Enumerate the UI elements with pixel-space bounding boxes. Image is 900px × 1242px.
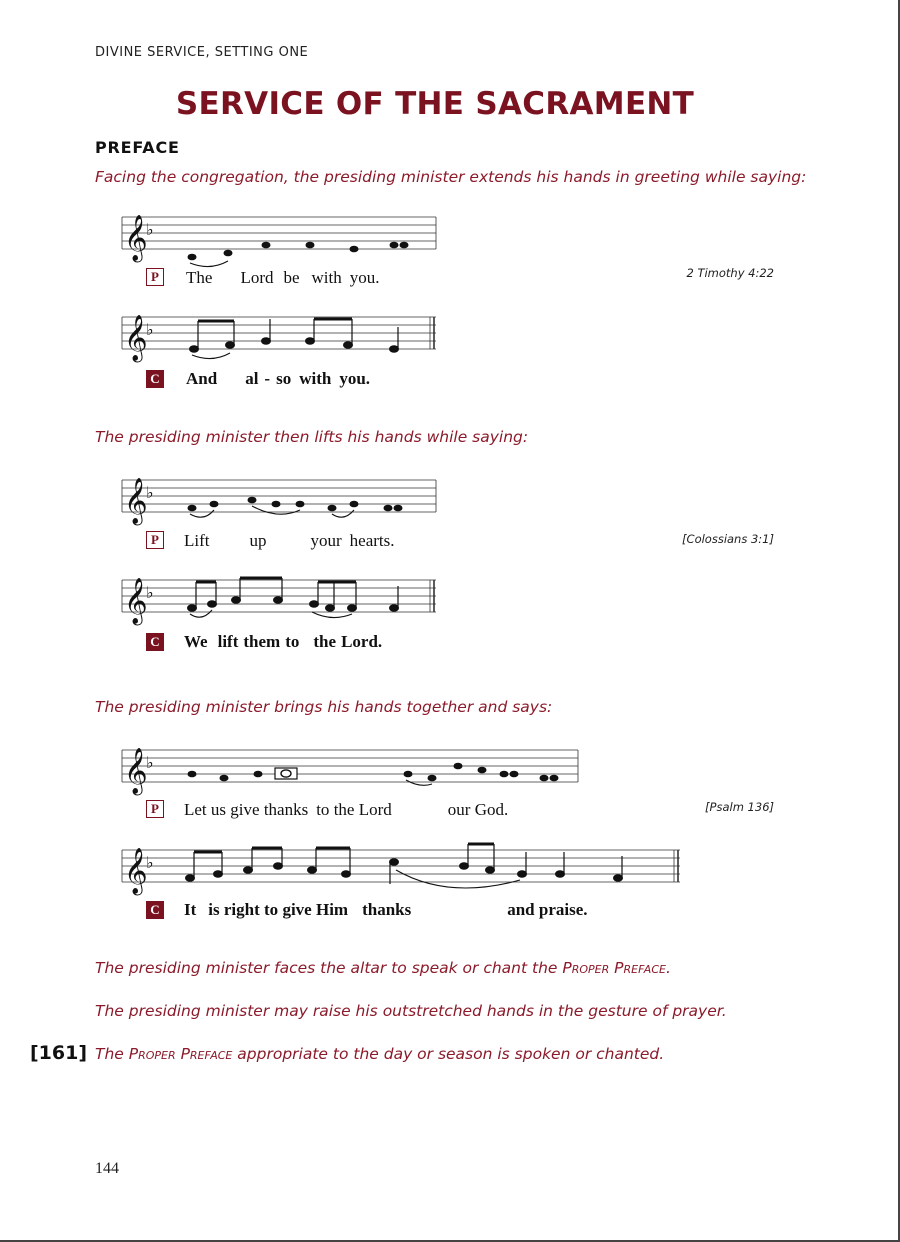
note (274, 863, 283, 870)
note (224, 250, 233, 257)
note (188, 254, 197, 261)
note (272, 501, 281, 508)
flat-icon: ♭ (146, 853, 154, 872)
lyric: Lord (240, 268, 274, 287)
lyric: And (186, 369, 218, 388)
lyrics-line-6 (184, 900, 588, 920)
note (214, 871, 223, 878)
flat-icon: ♭ (146, 483, 154, 502)
staff-2-congregation (118, 305, 448, 375)
role-badge-pastor: P (146, 268, 164, 286)
note (248, 497, 257, 504)
lyric: to (264, 900, 279, 919)
treble-clef-icon: 𝄞 (124, 478, 148, 524)
lyric: give (282, 900, 312, 919)
lyric: God. (474, 800, 509, 819)
slur (190, 261, 228, 267)
lyrics-line-4 (184, 632, 382, 652)
lyric: be (283, 268, 300, 287)
note (344, 342, 353, 349)
note (244, 867, 253, 874)
rubric-2: The presiding minister then lifts his hands while saying: (95, 428, 529, 446)
note (460, 863, 469, 870)
note (510, 771, 519, 778)
treble-clef-icon: 𝄞 (124, 315, 148, 361)
note (188, 505, 197, 512)
notes (188, 763, 559, 782)
lyric: Lord. (341, 632, 383, 651)
lyric: praise. (538, 900, 588, 919)
note (350, 501, 359, 508)
note (540, 775, 549, 782)
lyric: and (507, 900, 535, 919)
slurs (406, 780, 432, 785)
staff-lines (122, 580, 436, 612)
notes (188, 578, 399, 611)
rubric-6 (95, 1045, 664, 1063)
staff-5-pastor (118, 738, 588, 808)
slur (192, 353, 230, 359)
lyric: Him (315, 900, 349, 919)
section-heading: PREFACE (95, 138, 180, 157)
staff-lines (122, 217, 436, 249)
rubric-3: The presiding minister brings his hands together and says: (95, 698, 553, 716)
staff-4-congregation (118, 568, 448, 638)
lyric: Let (184, 800, 207, 819)
treble-clef-icon: 𝄞 (124, 215, 148, 261)
rubric-4-end: . (665, 959, 671, 977)
note (220, 775, 229, 782)
staff-lines (122, 317, 436, 349)
note (262, 338, 271, 345)
lyrics-line-1 (186, 268, 380, 288)
rubric-6-end: appropriate to the day or season is spoken or chanted. (232, 1045, 665, 1063)
note (328, 505, 337, 512)
lyric: them (243, 632, 281, 651)
lyric: It (184, 900, 197, 919)
lyric: up (249, 531, 267, 550)
note (188, 771, 197, 778)
treble-clef-icon: 𝄞 (124, 578, 148, 624)
role-badge-congregation: C (146, 633, 164, 651)
flat-icon: ♭ (146, 753, 154, 772)
note (254, 771, 263, 778)
note (404, 771, 413, 778)
proper-preface-term: Proper Preface (562, 959, 666, 977)
note (208, 601, 217, 608)
role-badge-congregation: C (146, 370, 164, 388)
role-badge-pastor: P (146, 531, 164, 549)
lyric: thanks (263, 800, 309, 819)
note (486, 867, 495, 874)
lyrics-line-2 (186, 369, 370, 389)
lyrics-line-3 (184, 531, 395, 551)
note (400, 242, 409, 249)
notes (190, 319, 399, 352)
rubric-1: Facing the congregation, the presiding minister extends his hands in greeting while saying: (95, 168, 807, 186)
lyric: with (299, 369, 332, 388)
note (518, 871, 527, 878)
note (500, 771, 509, 778)
rubric-6-text: The (95, 1045, 129, 1063)
lyric: to (316, 800, 330, 819)
note (394, 505, 403, 512)
lyric: give (230, 800, 260, 819)
note (190, 346, 199, 353)
page-title: SERVICE OF THE SACRAMENT (175, 86, 695, 122)
scripture-reference-1: 2 Timothy 4:22 (686, 266, 774, 280)
note (454, 763, 463, 770)
note (390, 242, 399, 249)
note (342, 871, 351, 878)
lyric: Lift (184, 531, 210, 550)
note (226, 342, 235, 349)
treble-clef-icon: 𝄞 (124, 848, 148, 894)
staff-lines (122, 850, 680, 882)
lyric: right (223, 900, 260, 919)
lyric: us (210, 800, 227, 819)
note (210, 501, 219, 508)
note (326, 605, 335, 612)
lyric: the (333, 800, 355, 819)
rubric-5: The presiding minister may raise his outstretched hands in the gesture of prayer. (95, 1002, 727, 1020)
rubric-4-text: The presiding minister faces the altar to speak or chant the (95, 959, 563, 977)
lyric: with (311, 268, 342, 287)
role-badge-congregation: C (146, 901, 164, 919)
lyric: you. (349, 268, 380, 287)
lyrics-line-5 (184, 800, 508, 820)
lyric: so (276, 369, 292, 388)
note (188, 605, 197, 612)
note (281, 770, 291, 777)
flat-icon: ♭ (146, 220, 154, 239)
note (390, 346, 399, 353)
role-badge-pastor: P (146, 800, 164, 818)
staff-3-pastor (118, 468, 448, 538)
note (556, 871, 565, 878)
lyric: lift (217, 632, 239, 651)
note (550, 775, 559, 782)
lyric: thanks (362, 900, 412, 919)
lyric: al (245, 369, 259, 388)
note (296, 501, 305, 508)
scripture-reference-3: [Psalm 136] (705, 800, 774, 814)
paragraph-number: [161] (30, 1042, 88, 1064)
lyric: The (186, 268, 213, 287)
flat-icon: ♭ (146, 320, 154, 339)
proper-preface-term: Proper Preface (128, 1045, 233, 1063)
note (614, 875, 623, 882)
lyric: our (447, 800, 471, 819)
note (232, 597, 241, 604)
note (310, 601, 319, 608)
slurs (396, 870, 520, 888)
lyric: hearts. (349, 531, 395, 550)
note (390, 859, 399, 866)
flat-icon: ♭ (146, 583, 154, 602)
notes (188, 242, 409, 261)
note (274, 597, 283, 604)
lyric: your (310, 531, 342, 550)
lyric: is (208, 900, 220, 919)
note (308, 867, 317, 874)
lyric: to (285, 632, 300, 651)
note (384, 505, 393, 512)
staff-lines (122, 750, 578, 782)
note (306, 338, 315, 345)
note (348, 605, 357, 612)
treble-clef-icon: 𝄞 (124, 748, 148, 794)
note (306, 242, 315, 249)
lyric: the (313, 632, 337, 651)
lyric: - (264, 369, 271, 388)
rubric-4 (95, 959, 671, 977)
scripture-reference-2: [Colossians 3:1] (682, 532, 774, 546)
note (262, 242, 271, 249)
page-number: 144 (95, 1160, 119, 1177)
note (478, 767, 487, 774)
note (428, 775, 437, 782)
note (390, 605, 399, 612)
lyric: you. (339, 369, 371, 388)
lyric: Lord (358, 800, 392, 819)
note (350, 246, 359, 253)
lyric: We (184, 632, 208, 651)
running-head: DIVINE SERVICE, SETTING ONE (95, 45, 309, 60)
note (186, 875, 195, 882)
